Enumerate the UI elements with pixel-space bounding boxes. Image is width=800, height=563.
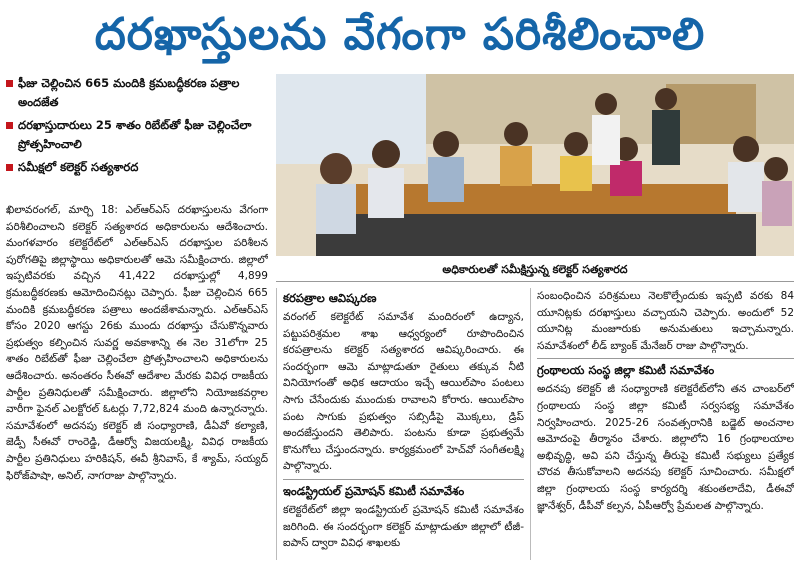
- section-body: కలెక్టరేట్‌లో జిల్లా ఇండస్ట్రియల్ ప్రమోషన్ కమిటీ సమావేశం జరిగింది. ఈ సందర్భంగా కలెక్టర్ మాట్లాడుతూ జిల్లాలో టీజీ-ఐపాస్ ద్వారా వివిధ శాఖలకు: [283, 503, 524, 550]
- photo-caption: అధికారులతో సమీక్షిస్తున్న కలెక్టర్ సత్యశారద: [276, 258, 794, 282]
- meeting-photo: [276, 74, 794, 256]
- article-column-3: [530, 288, 794, 560]
- section-body: వరంగల్ కలెక్టరేట్ సమావేశ మందిరంలో ఉద్యాన, పట్టుపరిశ్రమల శాఖ ఆధ్వర్యంలో రూపొందించిన కరపత్రాలను కలెక్టర్ సత్యశారద ఆవిష్కరించారు. ఈ సందర్భంగా ఆమె మాట్లాడుతూ రైతులు తక్కువ నీటి వినియోగంతో అధిక ఆదాయం ఇచ్చే ఆయిల్‌పాం పంటలు సాగు చేసేందుకు ముందుకు రావాలని కోరారు. ఆయిల్‌పాం పంట సాగుకు ప్రభుత్వం సబ్సిడీపై మొక్కలు, డ్రిప్ అందజేస్తుందని తెలిపారు. పంటను కూడా ప్రభుత్వమే కొనుగోలు చేస్తుందన్నారు. కార్యక్రమంలో హెచ్‌వో సంగీతలక్ష్మి పాల్గొన్నారు.: [283, 311, 524, 473]
- bullet-item: దరఖాస్తుదారులు 25 శాతం రిబేట్‌తో ఫీజు చెల్లించేలా ప్రోత్సహించాలి: [6, 116, 268, 154]
- headline: దరఖాస్తులను వేగంగా పరిశీలించాలి: [94, 9, 706, 60]
- section-heading: ఇండస్ట్రియల్ ప్రమోషన్ కమిటీ సమావేశం: [283, 479, 524, 500]
- bullet-item: ఫీజు చెల్లించిన 665 మందికి క్రమబద్ధీకరణ పత్రాల అందజేత: [6, 74, 268, 112]
- section-body: సంబంధించిన పరిశ్రమలు నెలకొల్పేందుకు ఇప్పటి వరకు 84 యూనిట్లకు దరఖాస్తులు వచ్చాయని చెప్పారు. అందులో 52 యూనిట్ల మంజూరుకు అనుమతులు ఇచ్చామన్నారు. సమావేశంలో లీడ్ బ్యాంక్ మేనేజర్ రాజు పాల్గొన్నారు.: [537, 290, 794, 352]
- section-heading: గ్రంథాలయ సంస్థ జిల్లా కమిటీ సమావేశం: [537, 358, 794, 379]
- article-column-2: [276, 288, 524, 560]
- article-column-1: [6, 202, 268, 558]
- meeting-photo-image: [276, 74, 794, 256]
- bullet-item: సమీక్షలో కలెక్టర్ సత్యశారద: [6, 158, 268, 177]
- section-heading: కరపత్రాల ఆవిష్కరణ: [283, 291, 377, 305]
- bullet-list: [6, 74, 268, 181]
- article-body: ఖిలావరంగల్, మార్చి 18: ఎల్ఆర్ఎస్ దరఖాస్తులను వేగంగా పరిశీలించాలని కలెక్టర్ సత్యశారద అధికారులను ఆదేశించారు. మంగళవారం కలెక్టరేట్‌లో ఎల్ఆర్ఎస్ దరఖాస్తుల పరిశీలన పురోగతిపై జిల్లాస్థాయి అధికారులతో ఆమె సమీక్షించారు. జిల్లాలో ఇప్పటివరకు వచ్చిన 41,422 దరఖాస్తుల్లో 4,899 క్రమబద్ధీకరణకు ఆమోదించినట్లు చెప్పారు. ఫీజు చెల్లించిన 665 మందికి క్రమబద్ధీకరణ పత్రాలు అందజేశామన్నారు. ఎల్ఆర్ఎస్ కోసం 2020 ఆగస్టు 26కు ముందు దరఖాస్తు చేసుకొన్నవారు ప్రభుత్వం కల్పించిన సువర్ణ అవకాశాన్ని ఈ నెల 31లోగా 25 శాతం రిబేట్‌తో ఫీజు చెల్లించేలా ప్రోత్సహించాలని అధికారులను ఆదేశించారు. అనంతరం సీఈవో ఆదేశాల మేరకు వివిధ రాజకీయ పార్టీల ప్రతినిధులతో సమీక్షించారు. జిల్లాలోని నియోజకవర్గాల వారీగా ఫైనల్ ఎలక్టోరల్ ఓటర్లు 7,72,824 మంది ఉన్నారన్నారు. సమావేశంలో అదనపు కలెక్టర్ జీ సంధ్యారాణి, డీఏవో కల్యాణి, జెడ్పీ సీఈవో రాంరెడ్డి, డీఆర్వో విజయలక్ష్మి, వివిధ రాజకీయ పార్టీల ప్రతినిధులు హరికిషన్, ఈవీ శ్రీనివాస్, కే శ్యామ్, సయ్యద్ ఫిరోజ్‌పాషా, అనిల్, నాగరాజు పాల్గొన్నారు.: [6, 204, 268, 482]
- section-body: అదనపు కలెక్టర్ జీ సంధ్యారాణి కలెక్టరేట్‌లోని తన చాంబర్‌లో గ్రంథాలయ సంస్థ జిల్లా కమిటీ సర్వసభ్య సమావేశం నిర్వహించారు. 2025-26 సంవత్సరానికి బడ్జెట్ అంచనాల ఆమోదంపై తీర్మానం చేశారు. జిల్లాలోని 16 గ్రంథాలయాల అభివృద్ధి, అవి పని చేస్తున్న తీరుపై కమిటీ సభ్యులు ప్రత్యేక చొరవ తీసుకోవాలని అదనపు కలెక్టర్ సూచించారు. సమీక్షలో జిల్లా గ్రంథాలయ సంస్థ కార్యదర్శి శకుంతలాదేవి, డీఈవో జ్ఞానేశ్వర్, డీపీవో కల్పన, ఏపీఆర్వో ప్రేమలత పాల్గొన్నారు.: [537, 383, 794, 512]
